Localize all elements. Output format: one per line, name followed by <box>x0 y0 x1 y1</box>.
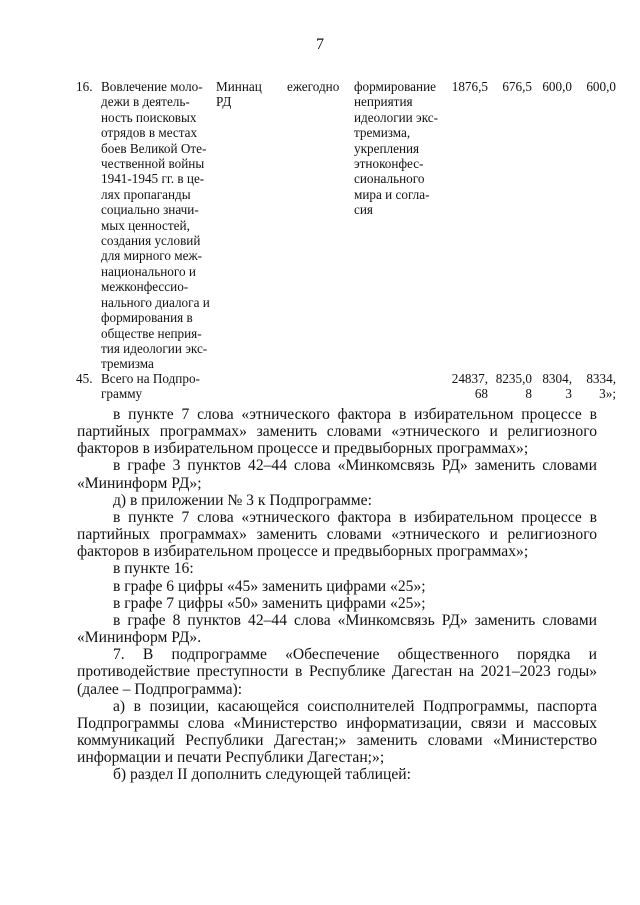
value-line: 3»; <box>599 386 616 402</box>
result-cell <box>354 79 448 218</box>
value-2022 <box>536 371 572 402</box>
event-name-line: ность поисковых <box>101 109 197 125</box>
value-line: 3 <box>565 386 572 402</box>
paragraph: в графе 6 цифры «45» заменить цифрами «25»; <box>113 577 426 595</box>
event-name-line: Вовлечение моло- <box>101 79 203 94</box>
amendment-text <box>77 406 597 783</box>
result-line: тремизма, <box>354 125 411 141</box>
event-name-cell <box>101 79 213 372</box>
result-line: идеологии экс- <box>354 109 439 125</box>
executor-line: РД <box>216 94 232 110</box>
value-2022: 600,0 <box>542 79 572 94</box>
value-line: 8334, <box>586 371 616 386</box>
paragraph: д) в приложении № 3 к Подпрограмме: <box>113 491 372 509</box>
value-line: 24837, <box>451 371 488 386</box>
paragraph: в пункте 7 слова «этнического фактора в избирательном процессе в партийных программах» заменить словами «этнического и религиозного факторов в избирательном процессе и предвыборных программах»; <box>77 508 597 561</box>
event-name-line: формирования в <box>101 310 193 326</box>
paragraph: в пункте 7 слова «этнического фактора в избирательном процессе в партийных программах» заменить словами «этнического и религиозного факторов в избирательном процессе и предвыборных программах»; <box>77 406 597 458</box>
event-name-line: дежи в деятель- <box>101 94 190 110</box>
paragraph: в графе 8 пунктов 42–44 слова «Минкомсвязь РД» заменить словами «Мининформ РД». <box>77 611 597 647</box>
event-name-line: тия идеологии экс- <box>101 340 208 356</box>
event-name-line: боев Великой Оте- <box>101 140 207 156</box>
event-name-line: создания условий <box>101 233 201 249</box>
result-line: неприятия <box>354 94 413 110</box>
value-2023 <box>576 371 616 402</box>
paragraph: 7. В подпрограмме «Обеспечение общественного порядка и противодействие преступности в Республике Дагестан на 2021–2023 годы» (далее – Подпрограмма): <box>77 646 597 698</box>
total-name-line: Всего на Подпро- <box>101 371 200 386</box>
result-line: сионального <box>354 171 425 187</box>
event-name-line: чественной войны <box>101 156 205 172</box>
event-name-line: национального и <box>101 263 196 279</box>
page-number: 7 <box>316 36 324 53</box>
result-line: мира и согла- <box>354 186 430 202</box>
paragraph: в пункте 16: <box>113 560 194 578</box>
event-name-line: лях пропаганды <box>101 186 191 202</box>
paragraph: б) раздел II дополнить следующей таблицей: <box>113 766 411 784</box>
event-name-line: для мирного меж- <box>101 248 202 264</box>
value-2023: 600,0 <box>586 79 616 94</box>
value-line: 8235,0 <box>495 371 532 386</box>
value-2021: 676,5 <box>502 79 532 94</box>
row-number: 16. <box>76 79 93 94</box>
event-name-line: тремизма <box>101 356 154 372</box>
period-cell: ежегодно <box>287 79 340 94</box>
event-name-line: социально значи- <box>101 202 199 218</box>
executor-cell <box>216 79 276 110</box>
total-name-cell <box>101 371 213 402</box>
result-line: формирование <box>354 79 436 94</box>
event-name-line: отрядов в местах <box>101 125 198 141</box>
event-name-line: 1941-1945 гг. в це- <box>101 171 205 187</box>
event-name-line: межконфессио- <box>101 279 189 295</box>
value-line: 8304, <box>542 371 572 386</box>
value-2021 <box>492 371 532 402</box>
value-line: 8 <box>525 386 532 402</box>
value-total <box>446 371 488 402</box>
result-line: сия <box>354 202 373 218</box>
paragraph: в графе 3 пунктов 42–44 слова «Минкомсвязь РД» заменить словами «Мининформ РД»; <box>77 457 597 492</box>
value-line: 68 <box>474 386 488 402</box>
total-name-line: грамму <box>101 386 143 402</box>
paragraph: а) в позиции, касающейся соисполнителей Подпрограммы, паспорта Подпрограммы слова «Министерство информатизации, связи и массовых коммуникаций Республики Дагестан;» заменить словами «Министерство информации и печати Республики Дагестан;»; <box>77 697 597 767</box>
result-line: укрепления <box>354 140 420 156</box>
event-name-line: нального диалога и <box>101 294 210 310</box>
paragraph: в графе 7 цифры «50» заменить цифрами «25»; <box>113 594 426 612</box>
event-name-line: мых ценностей, <box>101 217 190 233</box>
value-total: 1876,5 <box>451 79 488 94</box>
row-number: 45. <box>76 371 93 386</box>
event-name-line: обществе неприя- <box>101 325 202 341</box>
executor-line: Миннац <box>216 79 262 94</box>
result-line: этноконфес- <box>354 156 424 172</box>
